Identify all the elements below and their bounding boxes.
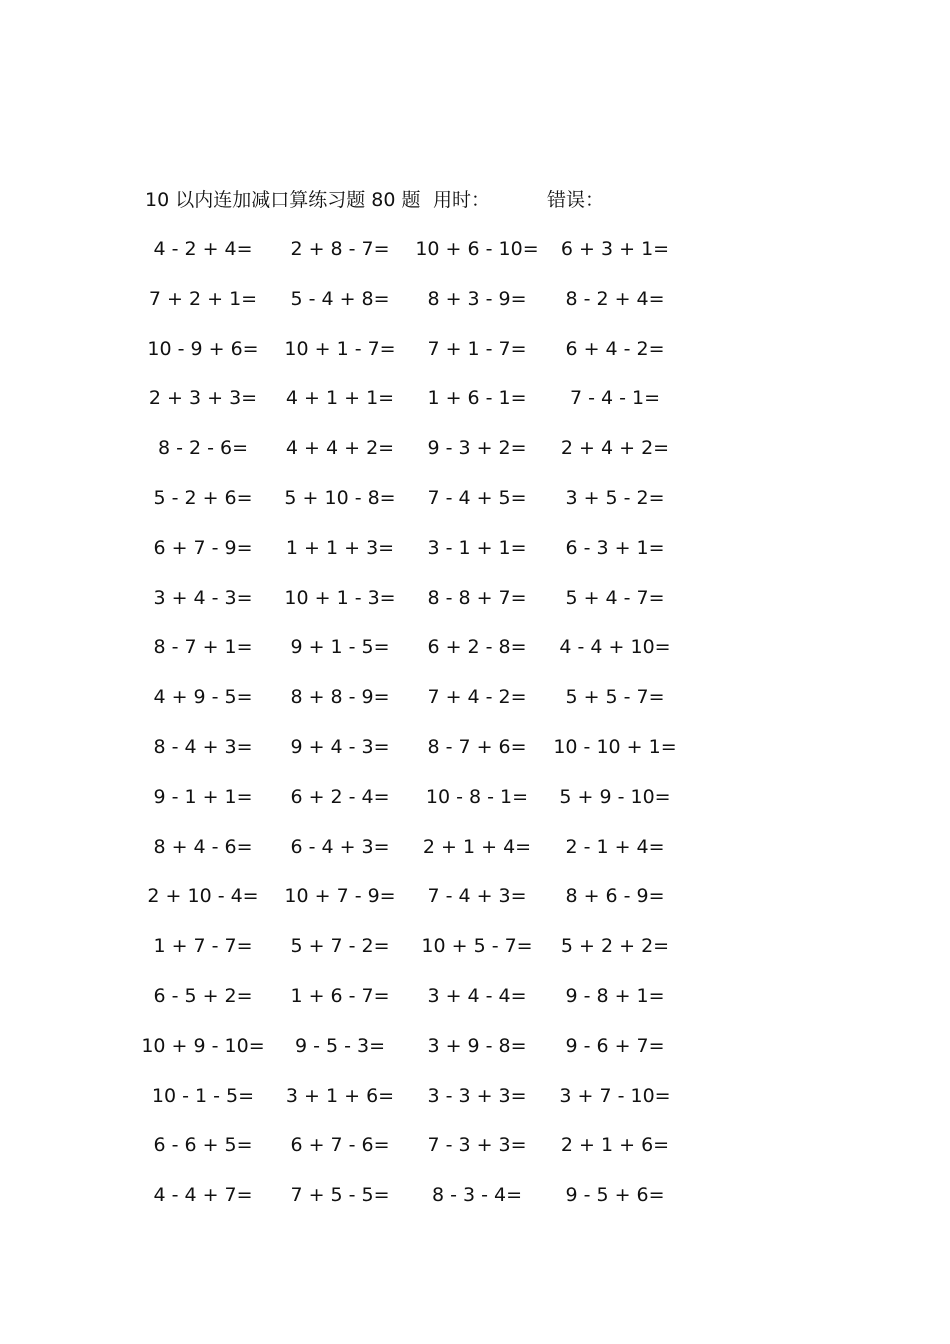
arithmetic-problem: 4 + 9 - 5= [153, 686, 253, 709]
arithmetic-problem: 5 + 7 - 2= [290, 935, 390, 958]
arithmetic-problem: 2 + 10 - 4= [147, 885, 259, 908]
arithmetic-problem: 2 + 4 + 2= [560, 437, 670, 460]
problem-row [0, 633, 950, 683]
arithmetic-problem: 8 - 2 + 4= [565, 287, 665, 310]
arithmetic-problem: 3 + 7 - 10= [559, 1084, 671, 1107]
arithmetic-problem: 6 + 2 - 4= [290, 785, 390, 808]
problem-row [0, 484, 950, 534]
arithmetic-problem: 5 + 2 + 2= [560, 935, 670, 958]
arithmetic-problem: 6 - 5 + 2= [153, 984, 253, 1007]
arithmetic-problem: 6 - 3 + 1= [565, 536, 665, 559]
problem-row [0, 584, 950, 634]
arithmetic-problem: 6 + 2 - 8= [427, 636, 527, 659]
arithmetic-problem: 6 + 4 - 2= [565, 337, 665, 360]
arithmetic-problem: 7 - 4 + 5= [427, 486, 527, 509]
arithmetic-problem: 7 + 1 - 7= [427, 337, 527, 360]
arithmetic-problem: 1 + 6 - 7= [290, 984, 390, 1007]
problem-row [0, 882, 950, 932]
problem-row [0, 335, 950, 385]
arithmetic-problem: 8 + 4 - 6= [153, 835, 253, 858]
problem-row [0, 733, 950, 783]
arithmetic-problem: 6 - 4 + 3= [290, 835, 390, 858]
arithmetic-problem: 8 - 4 + 3= [153, 735, 253, 758]
arithmetic-problem: 9 - 3 + 2= [427, 437, 527, 460]
arithmetic-problem: 5 - 4 + 8= [290, 287, 390, 310]
arithmetic-problem: 1 + 6 - 1= [427, 387, 527, 410]
arithmetic-problem: 8 - 7 + 1= [153, 636, 253, 659]
arithmetic-problem: 10 + 6 - 10= [415, 238, 539, 260]
arithmetic-problem: 4 - 4 + 7= [153, 1184, 253, 1207]
arithmetic-problem: 10 + 7 - 9= [284, 885, 396, 908]
arithmetic-problem: 7 - 3 + 3= [427, 1134, 527, 1157]
arithmetic-problem: 2 + 1 + 6= [560, 1134, 670, 1157]
arithmetic-problem: 7 + 5 - 5= [290, 1184, 390, 1207]
arithmetic-problem: 9 - 1 + 1= [153, 785, 253, 808]
arithmetic-problem: 3 - 3 + 3= [427, 1084, 527, 1107]
arithmetic-problem: 3 + 4 - 4= [427, 984, 527, 1007]
arithmetic-problem: 2 + 8 - 7= [290, 238, 390, 260]
arithmetic-problem: 5 + 9 - 10= [559, 785, 671, 808]
arithmetic-problem: 3 + 5 - 2= [565, 486, 665, 509]
arithmetic-problem: 10 - 10 + 1= [553, 735, 677, 758]
arithmetic-problem: 2 + 1 + 4= [422, 835, 532, 858]
arithmetic-problem: 9 - 5 + 6= [565, 1184, 665, 1207]
arithmetic-problem: 2 + 3 + 3= [148, 387, 258, 410]
problem-row [0, 1082, 950, 1132]
arithmetic-problem: 10 + 5 - 7= [421, 935, 533, 958]
arithmetic-problem: 8 + 3 - 9= [427, 287, 527, 310]
arithmetic-problem: 4 - 4 + 10= [559, 636, 671, 659]
arithmetic-problem: 6 + 7 - 9= [153, 536, 253, 559]
problem-row [0, 683, 950, 733]
arithmetic-problem: 6 + 3 + 1= [560, 238, 670, 260]
problem-row [0, 285, 950, 335]
arithmetic-problem: 6 - 6 + 5= [153, 1134, 253, 1157]
arithmetic-problem: 3 + 4 - 3= [153, 586, 253, 609]
problem-row [0, 932, 950, 982]
arithmetic-problem: 6 + 7 - 6= [290, 1134, 390, 1157]
arithmetic-problem: 9 - 6 + 7= [565, 1034, 665, 1057]
arithmetic-problem: 10 + 9 - 10= [141, 1034, 265, 1057]
arithmetic-problem: 1 + 7 - 7= [153, 935, 253, 958]
problem-row [0, 833, 950, 883]
arithmetic-problem: 9 - 8 + 1= [565, 984, 665, 1007]
arithmetic-problem: 8 - 3 - 4= [431, 1184, 523, 1207]
arithmetic-problem: 9 + 4 - 3= [290, 735, 390, 758]
problem-row [0, 534, 950, 584]
arithmetic-problem: 4 + 4 + 2= [285, 437, 395, 460]
arithmetic-problem: 10 - 1 - 5= [151, 1084, 255, 1107]
problem-row [0, 1181, 950, 1231]
arithmetic-problem: 7 + 2 + 1= [148, 287, 258, 310]
arithmetic-problem: 2 - 1 + 4= [565, 835, 665, 858]
problem-row [0, 235, 950, 285]
arithmetic-problem: 8 - 7 + 6= [427, 735, 527, 758]
problem-row [0, 434, 950, 484]
arithmetic-problem: 4 - 2 + 4= [153, 238, 253, 260]
problem-row [0, 1131, 950, 1181]
arithmetic-problem: 4 + 1 + 1= [285, 387, 395, 410]
problem-row [0, 384, 950, 434]
problem-row [0, 982, 950, 1032]
arithmetic-problem: 3 + 9 - 8= [427, 1034, 527, 1057]
arithmetic-problem: 10 + 1 - 3= [284, 586, 396, 609]
arithmetic-problem: 9 + 1 - 5= [290, 636, 390, 659]
arithmetic-problem: 9 - 5 - 3= [294, 1034, 386, 1057]
time-used-label: 用时： [433, 189, 491, 211]
arithmetic-problem: 5 + 10 - 8= [284, 486, 396, 509]
arithmetic-problem: 8 + 6 - 9= [565, 885, 665, 908]
arithmetic-problem: 7 + 4 - 2= [427, 686, 527, 709]
worksheet-title: 10 以内连加减口算练习题 80 题 [145, 189, 421, 211]
problem-grid [0, 235, 950, 1231]
arithmetic-problem: 10 - 8 - 1= [425, 785, 529, 808]
arithmetic-problem: 8 - 8 + 7= [427, 586, 527, 609]
arithmetic-problem: 8 - 2 - 6= [157, 437, 249, 460]
arithmetic-problem: 10 - 9 + 6= [147, 337, 259, 360]
arithmetic-problem: 7 - 4 - 1= [569, 387, 661, 410]
arithmetic-problem: 10 + 1 - 7= [284, 337, 396, 360]
arithmetic-problem: 7 - 4 + 3= [427, 885, 527, 908]
errors-label: 错误： [547, 189, 605, 211]
arithmetic-problem: 8 + 8 - 9= [290, 686, 390, 709]
arithmetic-problem: 3 + 1 + 6= [285, 1084, 395, 1107]
arithmetic-problem: 1 + 1 + 3= [285, 536, 395, 559]
arithmetic-problem: 5 - 2 + 6= [153, 486, 253, 509]
problem-row [0, 783, 950, 833]
arithmetic-problem: 5 + 5 - 7= [565, 686, 665, 709]
problem-row [0, 1032, 950, 1082]
arithmetic-problem: 3 - 1 + 1= [427, 536, 527, 559]
arithmetic-problem: 5 + 4 - 7= [565, 586, 665, 609]
